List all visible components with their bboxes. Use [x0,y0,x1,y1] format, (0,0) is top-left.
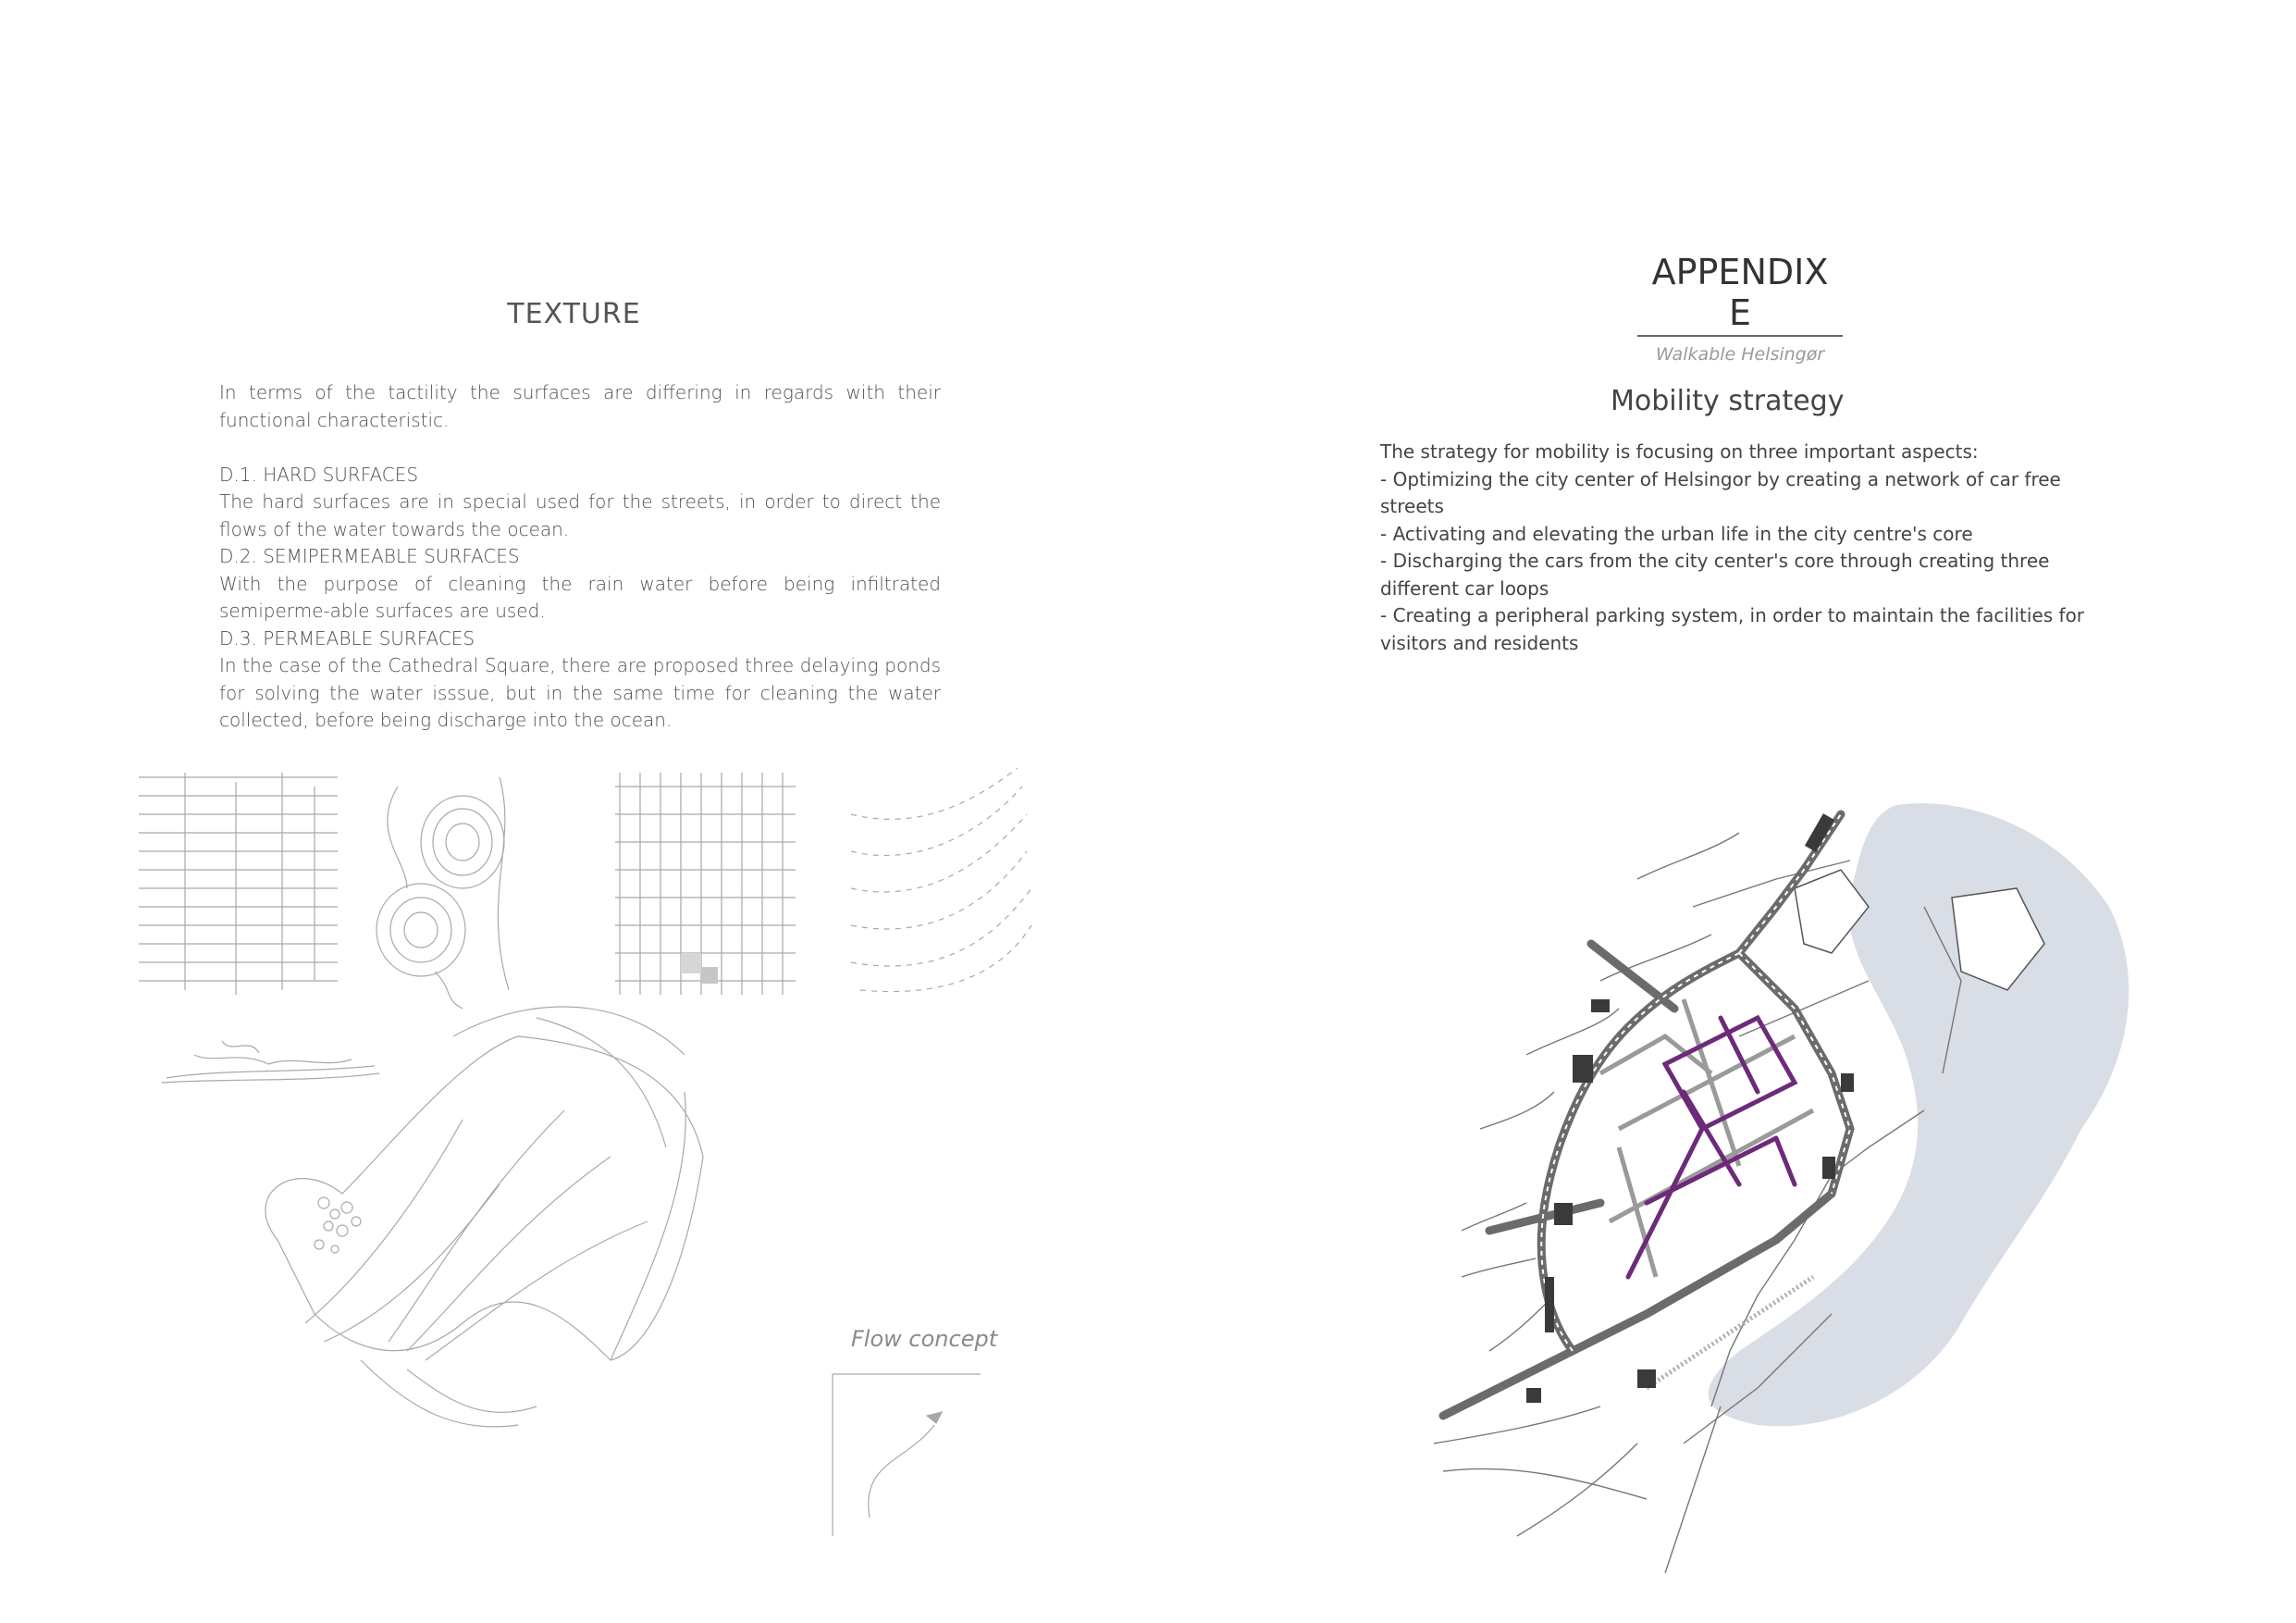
flow-concept-sketch [833,1374,981,1536]
paragraph-semipermeable-surfaces: With the purpose of cleaning the rain water before being infiltrated semiperme-able surfaces are used. [219,572,941,622]
paragraph-permeable-surfaces: In the case of the Cathedral Square, there are proposed three delaying ponds for solving the water isssue, but in the same time for cleaning the water collected, before being discharge into the ocean. [219,654,941,731]
mobility-map [1406,796,2146,1573]
heading-permeable-surfaces: D.3. PERMEABLE SURFACES [219,626,475,650]
heading-hard-surfaces: D.1. HARD SURFACES [219,463,419,486]
stroke-sketch [162,1041,379,1083]
hard-surface-sketch [139,773,338,995]
mobility-line-parking: - Creating a peripheral parking system, in order to maintain the facilities for visitors and residents [1380,604,2085,654]
paragraph-gap [219,434,941,462]
mobility-line-activating: - Activating and elevating the urban life in the city centre's core [1380,522,1973,545]
texture-text [219,379,941,735]
mobility-strategy-text [1380,439,2111,657]
appendix-header [1637,252,1843,365]
flow-concept-caption: Flow concept [851,1326,998,1352]
appendix-subtitle: Walkable Helsingør [1655,344,1825,365]
mobility-line-discharging: - Discharging the cars from the city center's core through creating three different car loops [1380,550,2050,600]
texture-sketches [130,759,1045,1573]
paragraph-hard-surfaces: The hard surfaces are in special used for the streets, in order to direct the flows of the water towards the ocean. [219,490,941,540]
swirl-sketch [376,777,509,1009]
mobility-line-optimizing: - Optimizing the city center of Helsingor by creating a network of car free streets [1380,467,2061,517]
heading-semipermeable-surfaces: D.2. SEMIPERMEABLE SURFACES [219,545,520,567]
leaf-sketch [265,1007,703,1427]
mobility-line-intro: The strategy for mobility is focusing on three important aspects: [1380,440,1979,463]
car-free-streets [1628,1018,1795,1277]
texture-title: TEXTURE [507,298,641,330]
dashed-flow-sketch [851,768,1031,992]
mobility-strategy-title: Mobility strategy [1611,385,1845,417]
appendix-title: APPENDIX E [1637,252,1843,337]
grid-sketch [615,773,796,995]
paragraph-intro: In terms of the tactility the surfaces are differing in regards with their functional characteristic. [219,381,941,431]
